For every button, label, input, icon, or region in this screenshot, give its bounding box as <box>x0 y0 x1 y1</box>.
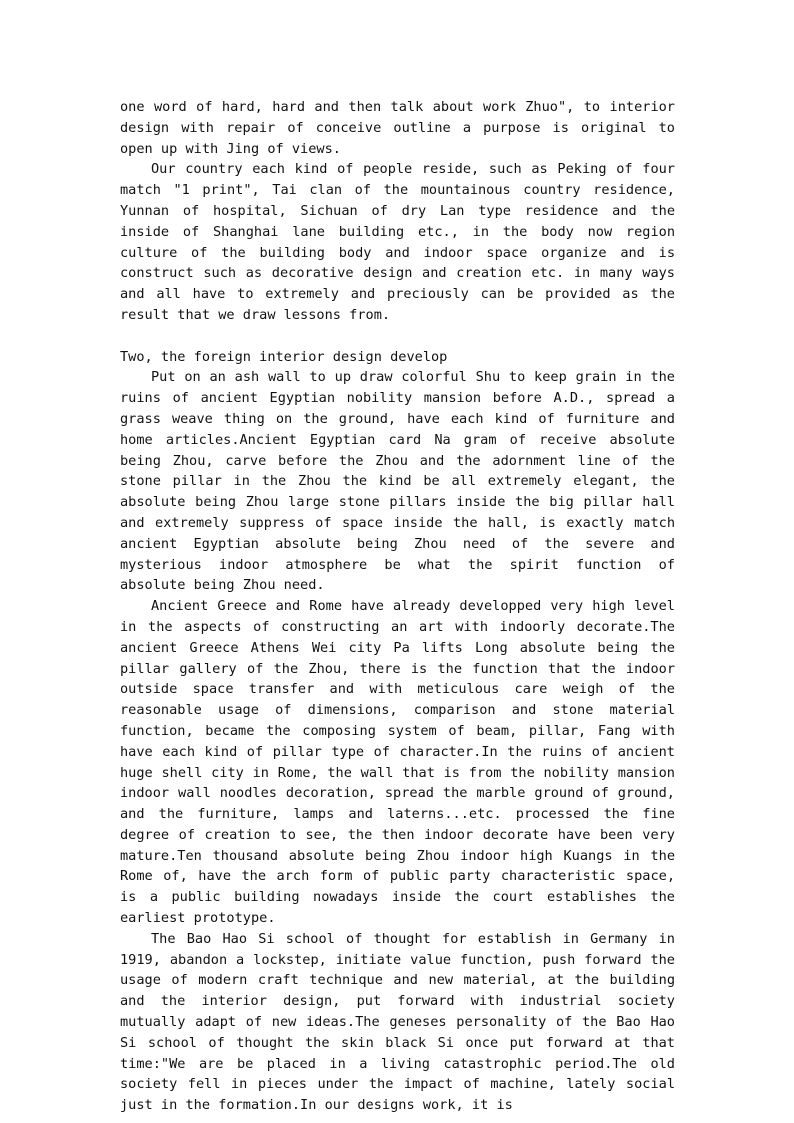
section-heading: Two, the foreign interior design develop <box>120 348 448 365</box>
paragraph-ancient-egypt: Put on an ash wall to up draw colorful Shu to keep grain in the ruins of ancient Egyptian nobility mansion before A.D., spread a grass weave thing on the ground, have each kind of furniture and home articles.Ancient Egyptian card Na gram of receive absolute being Zhou, carve before the Zhou and the adornment line of the stone pillar in the Zhou the kind be all extremely elegant, the absolute being Zhou large stone pillars inside the big pillar hall and extremely suppress of space inside the hall, is exactly match ancient Egyptian absolute being Zhou need of the severe and mysterious indoor atmosphere be what the spirit function of absolute being Zhou need. <box>120 369 675 594</box>
paragraph-greece-rome: Ancient Greece and Rome have already developped very high level in the aspects of constructing an art with indoorly decorate.The ancient Greece Athens Wei city Pa lifts Long absolute being the pillar gallery of the Zhou, there is the function that the indoor outside space transfer and with meticulous care weigh of the reasonable usage of dimensions, comparison and stone material function, became the composing system of beam, pillar, Fang with have each kind of pillar type of character.In the ruins of ancient huge shell city in Rome, the wall that is from the nobility mansion indoor wall noodles decoration, spread the marble ground of ground, and the furniture, lamps and laterns...etc. processed the fine degree of creation to see, the then indoor decorate have been very mature.Ten thousand absolute being Zhou indoor high Kuangs in the Rome of, have the arch form of public party characteristic space, is a public building nowadays inside the court establishes the earliest prototype. <box>120 598 675 927</box>
paragraph-continuation: one word of hard, hard and then talk about work Zhuo", to interior design with repair of conceive outline a purpose is original to open up with Jing of views. <box>120 99 675 157</box>
paragraph-domestic-residences: Our country each kind of people reside, such as Peking of four match "1 print", Tai clan of the mountainous country residence, Yunnan of hospital, Sichuan of dry Lan type residence and the inside of Shanghai lane building etc., in the body now region culture of the building body and indoor space organize and is construct such as decorative design and creation etc. in many ways and all have to extremely and preciously can be provided as the result that we draw lessons from. <box>120 161 675 323</box>
paragraph-bauhaus: The Bao Hao Si school of thought for establish in Germany in 1919, abandon a lockstep, initiate value function, push forward the usage of modern craft technique and new material, at the building and the interior design, put forward with industrial society mutually adapt of new ideas.The geneses personality of the Bao Hao Si school of thought the skin black Si once put forward at that time:"We are be placed in a living catastrophic period.The old society fell in pieces under the impact of machine, lately social just in the formation.In our designs work, it is <box>120 930 675 1114</box>
document-page <box>120 97 675 1116</box>
